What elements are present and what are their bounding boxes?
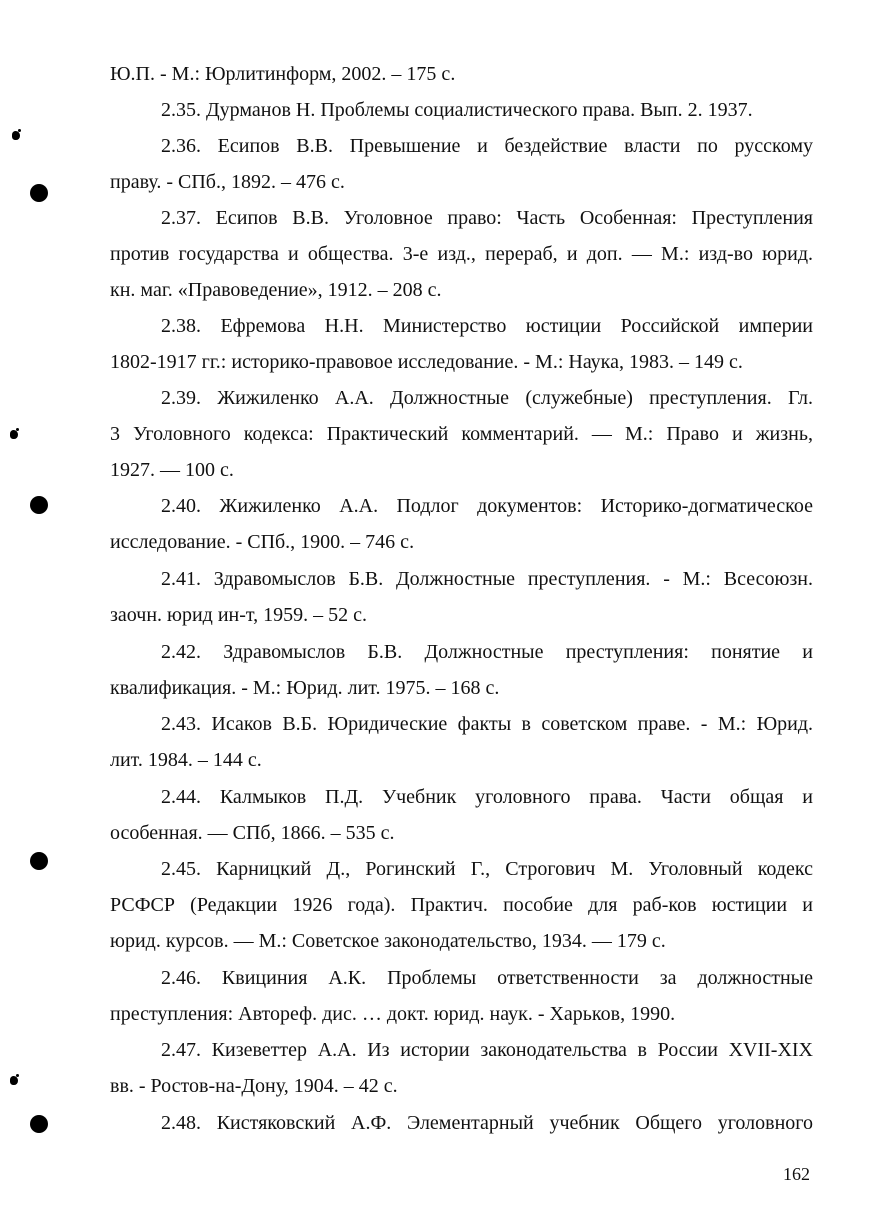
reference-line: 2.43. Исаков В.Б. Юридические факты в советском праве. - М.: Юрид. bbox=[161, 713, 813, 735]
punch-hole bbox=[30, 496, 48, 514]
reference-line: 1802-1917 гг.: историко-правовое исследование. - М.: Наука, 1983. – 149 с. bbox=[110, 351, 743, 373]
reference-line: 2.44. Калмыков П.Д. Учебник уголовного права. Части общая и bbox=[161, 786, 813, 808]
reference-line: лит. 1984. – 144 с. bbox=[110, 749, 262, 771]
reference-line: 2.38. Ефремова Н.Н. Министерство юстиции Российской империи bbox=[161, 315, 813, 337]
reference-line: против государства и общества. 3-е изд., перераб, и доп. — М.: изд-во юрид. bbox=[110, 243, 813, 265]
reference-line: 2.36. Есипов В.В. Превышение и бездействие власти по русскому bbox=[161, 135, 813, 157]
reference-line: 2.39. Жижиленко А.А. Должностные (служебные) преступления. Гл. bbox=[161, 387, 813, 409]
reference-line: 2.35. Дурманов Н. Проблемы социалистического права. Вып. 2. 1937. bbox=[161, 99, 753, 121]
reference-line: кн. маг. «Правоведение», 1912. – 208 с. bbox=[110, 279, 442, 301]
reference-line: 2.40. Жижиленко А.А. Подлог документов: Историко-догматическое bbox=[161, 495, 813, 517]
reference-line: 2.37. Есипов В.В. Уголовное право: Часть Особенная: Преступления bbox=[161, 207, 813, 229]
reference-line: квалификация. - М.: Юрид. лит. 1975. – 168 с. bbox=[110, 677, 500, 699]
reference-line: РСФСР (Редакции 1926 года). Практич. пособие для раб-ков юстиции и bbox=[110, 894, 813, 916]
reference-line: 2.46. Квициния А.К. Проблемы ответственности за должностные bbox=[161, 967, 813, 989]
reference-line: 2.41. Здравомыслов Б.В. Должностные преступления. - М.: Всесоюзн. bbox=[161, 568, 813, 590]
reference-line: 1927. — 100 с. bbox=[110, 459, 234, 481]
scan-speck bbox=[10, 430, 18, 439]
reference-line: 2.42. Здравомыслов Б.В. Должностные преступления: понятие и bbox=[161, 641, 813, 663]
reference-line: 2.45. Карницкий Д., Рогинский Г., Строгович М. Уголовный кодекс bbox=[161, 858, 813, 880]
punch-hole bbox=[30, 184, 48, 202]
reference-line: юрид. курсов. — М.: Советское законодательство, 1934. — 179 с. bbox=[110, 930, 666, 952]
reference-line: преступления: Автореф. дис. … докт. юрид. наук. - Харьков, 1990. bbox=[110, 1003, 676, 1025]
scan-speck bbox=[12, 131, 20, 140]
punch-hole bbox=[30, 852, 48, 870]
reference-line: 2.47. Кизеветтер А.А. Из истории законодательства в России XVII-XIX bbox=[161, 1039, 813, 1061]
scan-speck bbox=[10, 1076, 18, 1085]
reference-line: заочн. юрид ин-т, 1959. – 52 с. bbox=[110, 604, 368, 626]
reference-line: 3 Уголовного кодекса: Практический комментарий. — М.: Право и жизнь, bbox=[110, 423, 813, 445]
reference-line: праву. - СПб., 1892. – 476 с. bbox=[110, 171, 345, 193]
reference-line: Ю.П. - М.: Юрлитинформ, 2002. – 175 с. bbox=[110, 63, 456, 85]
reference-line: 2.48. Кистяковский А.Ф. Элементарный учебник Общего уголовного bbox=[161, 1112, 813, 1134]
reference-line: вв. - Ростов-на-Дону, 1904. – 42 с. bbox=[110, 1075, 398, 1097]
reference-line: исследование. - СПб., 1900. – 746 с. bbox=[110, 531, 415, 553]
reference-line: особенная. — СПб, 1866. – 535 с. bbox=[110, 822, 395, 844]
punch-hole bbox=[30, 1115, 48, 1133]
page-number: 162 bbox=[783, 1164, 810, 1184]
